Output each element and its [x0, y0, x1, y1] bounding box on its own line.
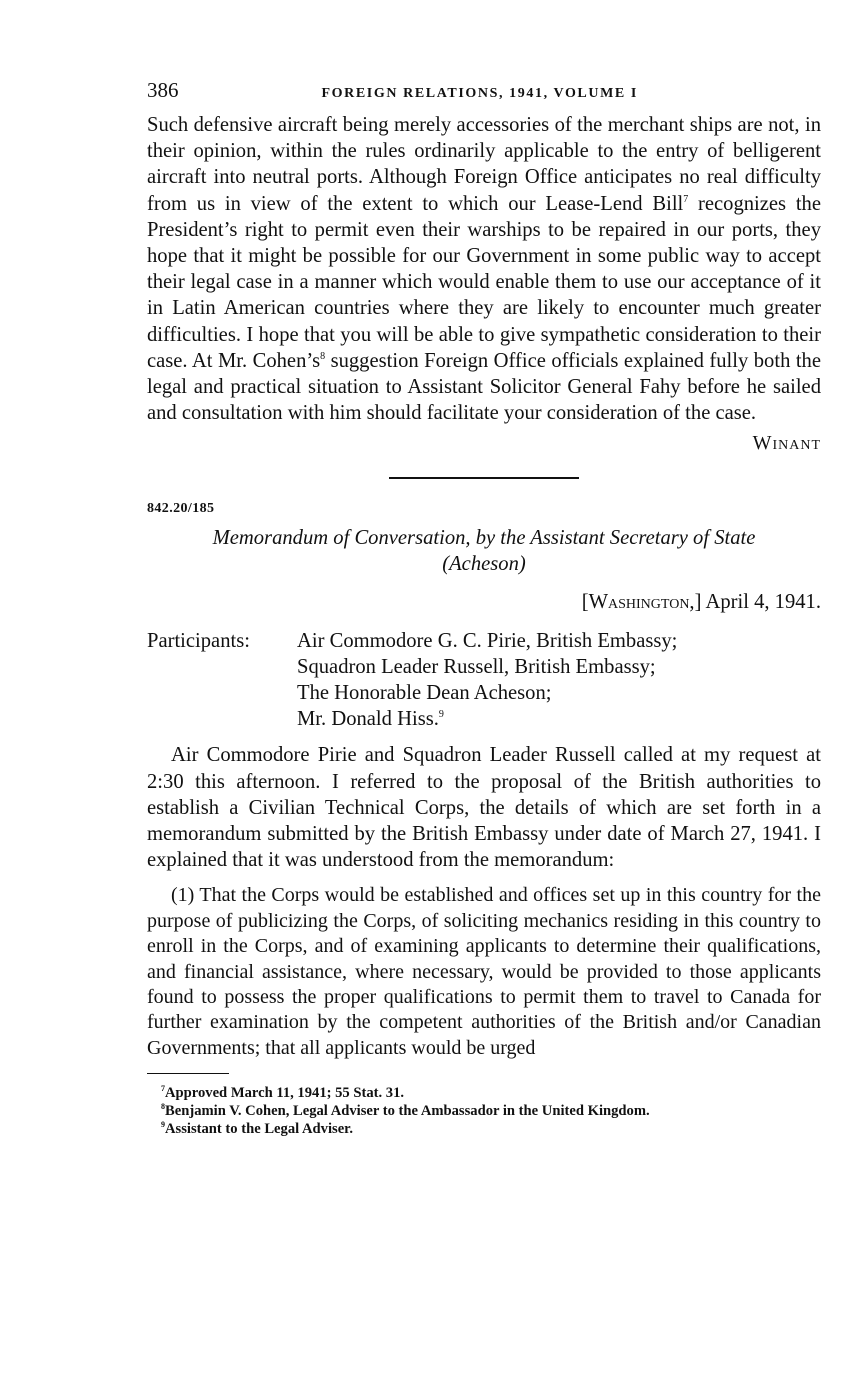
- dateline: [147, 591, 821, 614]
- signature: Winant: [752, 432, 821, 455]
- memo-title-line-1: Memorandum of Conversation, by the Assistant Secretary of State: [212, 527, 756, 550]
- running-title: FOREIGN RELATIONS, 1941, VOLUME I: [321, 86, 638, 101]
- footnote-text: Benjamin V. Cohen, Legal Adviser to the Ambassador in the United Kingdom.: [165, 1103, 650, 1120]
- footnote-text: Approved March 11, 1941; 55 Stat. 31.: [165, 1085, 405, 1102]
- footnote-mark: 7: [161, 1084, 165, 1094]
- footnotes: [147, 1084, 821, 1138]
- file-number: 842.20/185: [147, 501, 215, 517]
- memo-paragraph-2: (1) That the Corps would be established and offices set up in this country for the purpose of publicizing the Corps, of soliciting mechanics residing in this country to enroll in the Corps, and of examining applicants to determine their qualifications, and financial assistance, where necessary, would be provided to those applicants found to possess the proper qualifications to permit them to travel to Canada for further examination by the competent authorities of the British and/or Canadian Governments; that all applicants would be urged: [147, 884, 821, 1059]
- document-page: [147, 78, 821, 1138]
- participants-list: [297, 628, 677, 732]
- footnote-ref-8: 8: [320, 350, 326, 362]
- memo-title: [147, 525, 821, 577]
- participant: Air Commodore G. C. Pirie, British Embassy;: [297, 630, 678, 653]
- participants-block: [147, 628, 821, 732]
- participant-with-note: [297, 706, 677, 732]
- footnote: [161, 1084, 821, 1102]
- participant: The Honorable Dean Acheson;: [297, 682, 552, 705]
- footnote: [161, 1120, 821, 1138]
- participant: Squadron Leader Russell, British Embassy;: [297, 656, 656, 679]
- footnote-ref-7: 7: [683, 193, 689, 205]
- footnote-ref-9: 9: [438, 709, 444, 721]
- page-number: 386: [147, 78, 179, 102]
- participants-label: Participants:: [147, 630, 250, 653]
- memo-paragraph-1: Air Commodore Pirie and Squadron Leader Russell called at my request at 2:30 this afternoon. I referred to the proposal of the British authorities to establish a Civilian Technical Corps, the details of which are set forth in a memorandum submitted by the British Embassy under date of March 27, 1941. I explained that it was understood from the memorandum:: [147, 744, 821, 872]
- participant: Mr. Donald Hiss.: [297, 708, 439, 731]
- memo-title-line-2: (Acheson): [442, 553, 526, 576]
- footnote-mark: 8: [161, 1102, 165, 1112]
- date-place: [Washington,]: [581, 591, 702, 614]
- footnote-text: Assistant to the Legal Adviser.: [165, 1121, 353, 1138]
- page-header: [147, 78, 821, 112]
- footnote-rule: [147, 1073, 229, 1074]
- telegram-text-3: suggestion Foreign Office officials explained fully both the legal and practical situation to Assistant Solicitor General Fahy before he sailed and consultation with him should facilitate your consideration of the case.: [147, 349, 821, 425]
- telegram-text-1: Such defensive aircraft being merely accessories of the merchant ships are not, in their opinion, within the rules ordinarily applicable to the entry of belligerent aircraft into neutral ports. Although Foreign Office anticipates no real difficulty from us in view of the extent to which our Lease-Lend Bill: [147, 114, 821, 215]
- footnote: [161, 1102, 821, 1120]
- telegram-text-2: recognizes the President’s right to permit even their warships to be repaired in our ports, they hope that it might be possible for our Government in some public way to accept their legal case in a manner which would enable them to use our acceptance of it in Latin American countries where they are likely to encounter much greater difficulties. I hope that you will be able to give sympathetic consideration to their case. At Mr. Cohen’s: [147, 192, 821, 372]
- date: April 4, 1941.: [701, 591, 821, 614]
- section-divider: [389, 477, 579, 479]
- telegram-paragraph: [147, 112, 821, 426]
- footnote-mark: 9: [161, 1120, 165, 1130]
